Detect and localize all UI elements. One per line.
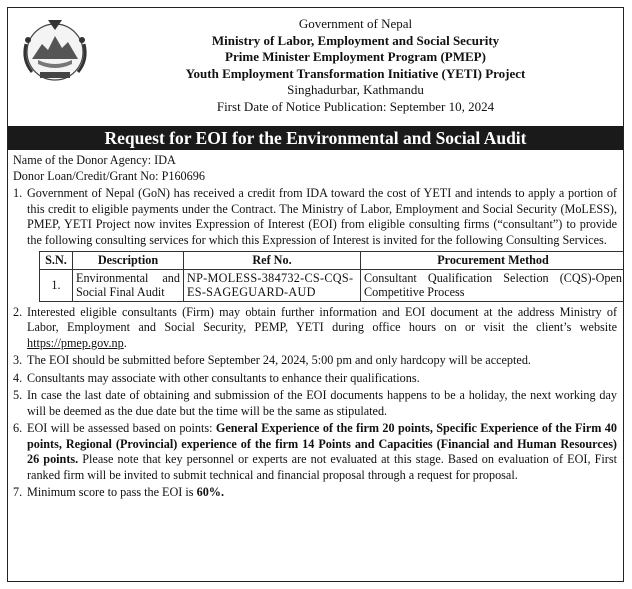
item-number: 2. bbox=[13, 304, 23, 319]
item-number: 3. bbox=[13, 353, 23, 367]
item-number: 6. bbox=[13, 421, 23, 435]
table-header-row bbox=[40, 252, 625, 270]
list-item bbox=[13, 485, 617, 501]
list-item bbox=[13, 371, 617, 387]
table-row bbox=[40, 269, 625, 301]
header-address: Singhadurbar, Kathmandu bbox=[287, 82, 424, 97]
item-text: Minimum score to pass the EOI is bbox=[27, 485, 197, 499]
item-text: Interested eligible consultants (Firm) may obtain further information and EOI document at the address Ministry of Labor, Employment and Social Security, PEMP, YETI during office hours on or visit the client’s website bbox=[27, 304, 617, 334]
grant-number: Donor Loan/Credit/Grant No: P160696 bbox=[13, 168, 205, 183]
item-text: In case the last date of obtaining and submission of the EOI documents happens to be a holiday, the next working day will be deemed as the due date but the time will be the same as stipulated. bbox=[27, 388, 617, 418]
header-ministry: Ministry of Labor, Employment and Social Security bbox=[211, 32, 500, 48]
item-number: 5. bbox=[13, 388, 23, 402]
list-item bbox=[13, 421, 617, 483]
list-item bbox=[13, 388, 617, 419]
col-header-ref: Ref No. bbox=[184, 252, 361, 270]
donor-agency: Name of the Donor Agency: IDA bbox=[13, 153, 176, 167]
notice-frame bbox=[7, 7, 624, 582]
col-header-sn: S.N. bbox=[40, 252, 73, 270]
item-number: 1. bbox=[13, 186, 23, 200]
cell-sn: 1. bbox=[40, 269, 73, 301]
item-text: EOI will be assessed based on points: bbox=[27, 421, 216, 435]
header-government: Government of Nepal bbox=[298, 16, 413, 31]
item-text: Consultants may associate with other consultants to enhance their qualifications. bbox=[27, 370, 420, 385]
header-publication-date: First Date of Notice Publication: September 10, 2024 bbox=[216, 98, 495, 114]
notice-title: Request for EOI for the Environmental and Social Audit bbox=[8, 126, 623, 150]
notice-header bbox=[103, 16, 608, 115]
item-text-rest: Please note that key personnel or experts are not evaluated at this stage. Based on evaluation of EOI, First ranked firm will be invited to submit technical and financial proposal through a request for proposal. bbox=[27, 452, 617, 482]
item-text-bold: General Experience of the firm 20 points, Specific Experience of the Firm 40 points, Regional (Provincial) experience of the firm 14 Points and Capacities (Financial and Human Resources) 26 points. bbox=[27, 421, 617, 466]
cell-ref: NP-MOLESS-384732-CS-CQS-ES-SAGEGUARD-AUD bbox=[184, 269, 361, 301]
item-text-bold: 60%. bbox=[196, 485, 225, 499]
procurement-table bbox=[39, 251, 624, 302]
col-header-description: Description bbox=[73, 252, 184, 270]
item-number: 7. bbox=[13, 485, 23, 499]
header-project: Youth Employment Transformation Initiative (YETI) Project bbox=[185, 65, 526, 81]
header-program: Prime Minister Employment Program (PMEP) bbox=[225, 49, 486, 64]
item-text: Government of Nepal (GoN) has received a credit from IDA toward the cost of YETI and intends to apply a portion of this credit to eligible payments under the Contract. The Ministry of Labor, Employment and Social Security (MoLESS), PMEP, YETI Project now invites Expression of Interest (EOI) from eligible consulting firms (“consultant”) to provide the following consulting services for which this Expression of Interest is invited for the following Consulting Services. bbox=[27, 186, 617, 247]
item-number: 4. bbox=[13, 370, 23, 385]
list-item bbox=[13, 353, 617, 369]
item-text: The EOI should be submitted before September 24, 2024, 5:00 pm and only hardcopy will be accepted. bbox=[27, 353, 531, 367]
list-item bbox=[13, 305, 617, 352]
cell-method: Consultant Qualification Selection (CQS)-Open Competitive Process bbox=[361, 269, 625, 301]
notice-body bbox=[13, 153, 622, 501]
list-item bbox=[13, 186, 622, 302]
col-header-method: Procurement Method bbox=[361, 252, 625, 270]
cell-description: Environmental and Social Final Audit bbox=[73, 269, 184, 301]
website-link[interactable]: https://pmep.gov.np bbox=[27, 335, 124, 350]
item-text-end: . bbox=[123, 335, 127, 350]
nepal-emblem-icon bbox=[18, 14, 92, 84]
